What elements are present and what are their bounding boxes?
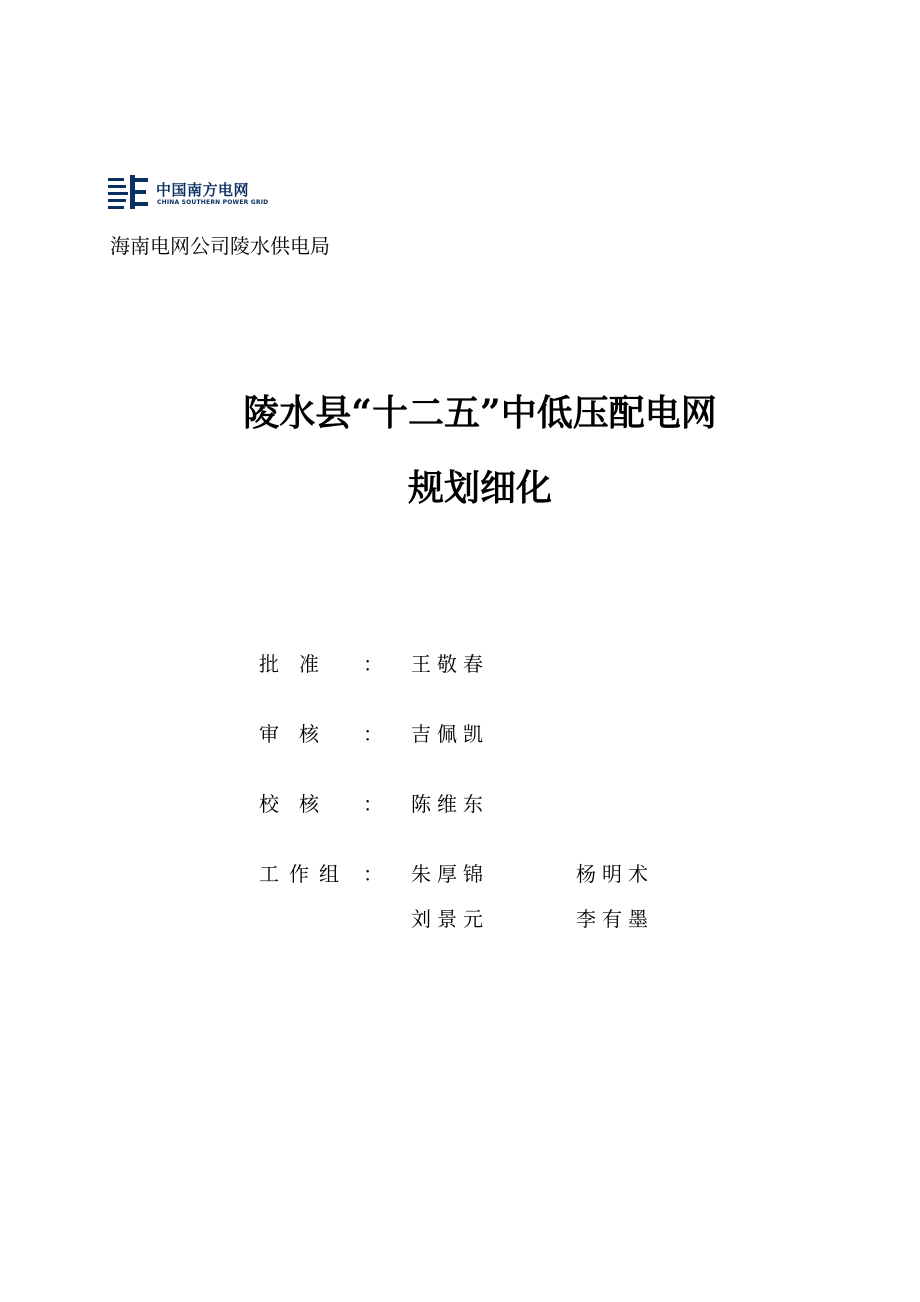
team-colon: ： [363, 862, 383, 886]
organization-name: 海南电网公司陵水供电局 [110, 234, 330, 258]
team-label: 工作组 [259, 862, 349, 886]
review-colon: ： [363, 722, 383, 746]
approve-name: 王敬春 [411, 652, 489, 676]
team-member-name: 杨明术 [576, 862, 654, 886]
review-name: 吉佩凯 [411, 722, 489, 746]
check-colon: ： [363, 792, 383, 816]
check-name: 陈维东 [411, 792, 489, 816]
review-label: 审 核 [259, 722, 319, 746]
document-title-line-2: 规划细化 [407, 467, 552, 509]
team-member-name: 朱厚锦 [411, 862, 489, 886]
power-grid-logo-icon [108, 175, 150, 209]
team-member-name: 刘景元 [411, 907, 489, 931]
logo-en-text: CHINA SOUTHERN POWER GRID [157, 199, 269, 206]
document-title-line-1: 陵水县“十二五”中低压配电网 [243, 392, 717, 434]
company-logo [108, 175, 288, 211]
check-label: 校 核 [259, 792, 319, 816]
logo-cn-text: 中国南方电网 [156, 181, 250, 199]
approve-colon: ： [363, 652, 383, 676]
approve-label: 批 准 [259, 652, 319, 676]
team-member-name: 李有墨 [576, 907, 654, 931]
